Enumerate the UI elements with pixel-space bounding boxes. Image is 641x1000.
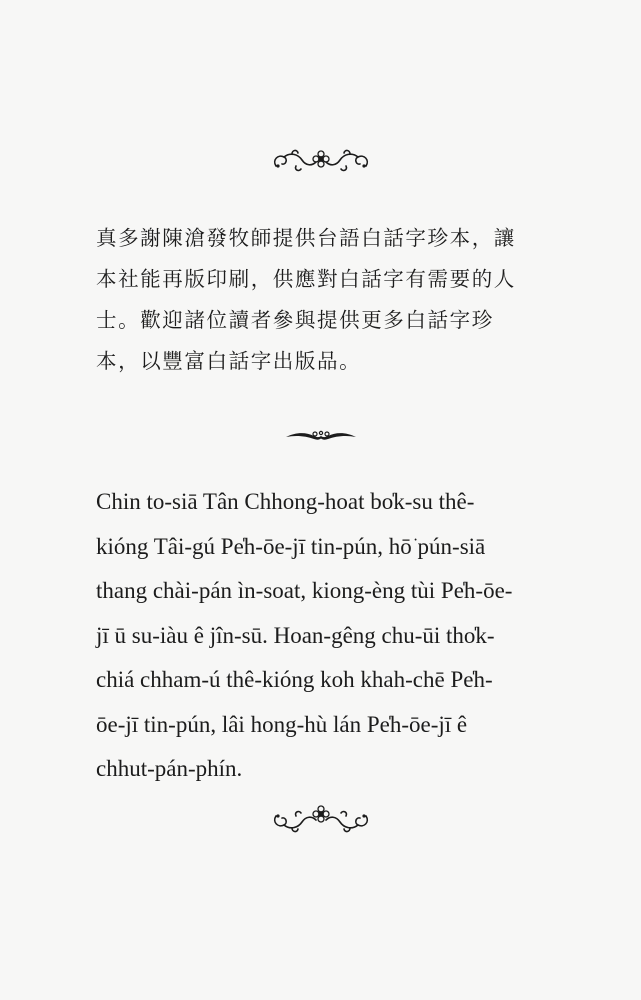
romanized-acknowledgement-paragraph [96, 480, 546, 792]
middle-flourish-ornament [0, 426, 641, 446]
romanized-line-4: jī ū su-iàu ê jîn-sū. Hoan-gêng chu-ūi tho̍k- [96, 622, 495, 648]
floral-scroll-icon [266, 142, 376, 178]
flourish-divider-icon [284, 426, 358, 446]
chinese-line-3: 士。歡迎諸位讀者參與提供更多白話字珍 [96, 308, 494, 332]
romanized-line-5: chiá chham-ú thê-kióng koh khah-chē Pe̍h- [96, 667, 493, 692]
chinese-acknowledgement-paragraph [96, 218, 536, 382]
romanized-line-7: chhut-pán-phín. [96, 756, 243, 781]
bottom-floral-ornament [0, 802, 641, 838]
romanized-line-2: kióng Tâi-gú Pe̍h-ōe-jī tin-pún, hō͘ pún-siā [96, 533, 486, 559]
romanized-line-3: thang chài-pán ìn-soat, kiong-èng tùi Pe̍h-ōe- [96, 578, 513, 603]
romanized-line-1: Chin to-siā Tân Chhong-hoat bo̍k-su thê- [96, 489, 475, 514]
chinese-line-4: 本，以豐富白話字出版品。 [96, 349, 362, 373]
chinese-line-1: 真多謝陳滄發牧師提供台語白話字珍本，讓 [96, 226, 516, 250]
floral-scroll-icon [266, 802, 376, 838]
top-floral-ornament [0, 142, 641, 178]
romanized-line-6: ōe-jī tin-pún, lâi hong-hù lán Pe̍h-ōe-jī ê [96, 711, 468, 737]
chinese-line-2: 本社能再版印刷，供應對白話字有需要的人 [96, 267, 516, 291]
